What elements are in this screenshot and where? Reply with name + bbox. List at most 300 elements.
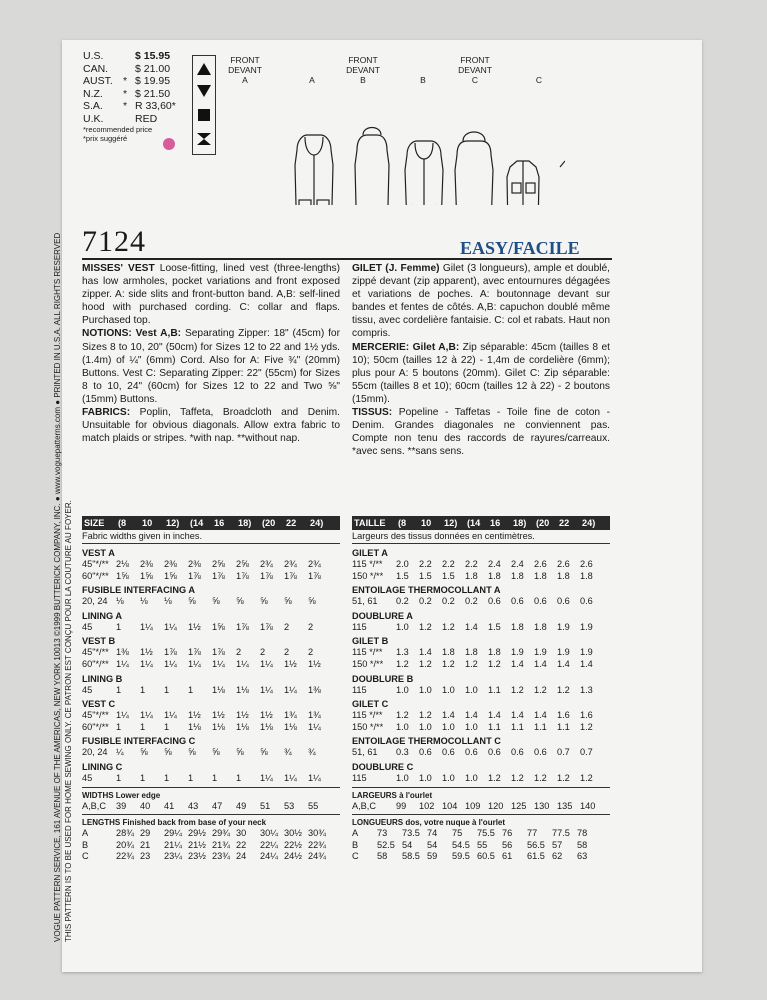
price-country: N.Z.	[83, 87, 103, 100]
table-cell: 1.1	[488, 721, 501, 732]
table-cell: 0.6	[511, 747, 524, 758]
table-cell: 21¾	[212, 839, 230, 850]
table-cell: 1¾	[284, 710, 297, 721]
table-cell: 58	[577, 839, 588, 850]
fabrics-title-fr: TISSUS:	[352, 407, 393, 419]
table-cell: 2	[284, 647, 290, 658]
section-title: FUSIBLE INTERFACING A	[82, 585, 195, 596]
table-cell: 22½	[284, 839, 302, 850]
table-row	[82, 659, 340, 671]
table-cell: 1.0	[465, 684, 478, 695]
view-label-c-front: FRONT DEVANT C	[458, 55, 492, 85]
triangle-down-icon	[196, 84, 212, 98]
table-row	[352, 559, 610, 571]
table-cell: 1.4	[465, 621, 478, 632]
table-cell: 2⅜	[188, 559, 201, 569]
price-mark: *	[123, 100, 128, 112]
notions-body-fr: Zip séparable: 45cm (tailles 8 et 10); 50cm (tailles 12 à 22) - 1,4m de cordelière (6mm); plus pour A: 5 boutons (20mm). Gilet C: Zip séparable: 55cm (tailles 8 et 10); 60cm (tailles 12 à 22) - 2 boutons (15mm).	[352, 341, 610, 405]
table-cell: 1½	[140, 647, 153, 658]
table-cell: 115	[352, 621, 367, 632]
table-cell: 0.6	[557, 596, 570, 607]
table-cell: 2.6	[580, 559, 593, 569]
table-cell: ¾	[308, 747, 316, 758]
table-cell: 1.2	[419, 658, 432, 669]
table-cell: 1⅛	[236, 684, 249, 695]
table-cell: ⅝	[236, 747, 244, 758]
table-cell: ⅝	[284, 596, 292, 607]
table-cell: B	[82, 839, 89, 850]
table-cell: 2.2	[465, 559, 478, 569]
size-header-cell: 12)	[166, 518, 180, 528]
notions-title: NOTIONS: Vest A,B:	[82, 328, 182, 340]
table-cell: 51, 61	[352, 747, 378, 758]
table-cell: 1¼	[116, 658, 129, 669]
section-title: DOUBLURE A	[352, 610, 413, 621]
table-cell: 1.6	[580, 710, 593, 721]
table-row	[82, 773, 340, 785]
table-cell: A	[82, 828, 89, 839]
table-cell: 1.9	[580, 621, 593, 632]
table-cell: 1.2	[396, 710, 409, 721]
table-cell: 2	[308, 647, 314, 658]
table-cell: 21½	[188, 839, 206, 850]
vest-c-front-drawing	[507, 161, 539, 205]
vest-drawings	[225, 55, 565, 205]
table-row	[352, 596, 610, 608]
table-cell: 1½	[212, 710, 225, 721]
table-cell: 150 */**	[352, 721, 384, 732]
description-title-fr: GILET (J. Femme)	[352, 263, 440, 274]
table-cell: 1.2	[396, 658, 409, 669]
table-row	[82, 559, 340, 571]
table-cell: 0.6	[511, 596, 524, 607]
vest-b-back-drawing	[455, 132, 493, 205]
notions-title-fr: MERCERIE: Gilet A,B:	[352, 341, 460, 353]
table-cell: ⅛	[116, 596, 124, 607]
table-cell: 1¼	[284, 772, 297, 783]
french-description	[352, 262, 610, 458]
table-row	[82, 622, 340, 634]
table-cell: 1¼	[260, 658, 273, 669]
table-cell: 2⅜	[164, 559, 177, 569]
table-row	[352, 622, 610, 634]
table-cell: 1.6	[557, 710, 570, 721]
table-cell: 22	[236, 839, 247, 850]
view-label-a-back: A	[309, 75, 315, 85]
section-title: GILET B	[352, 636, 389, 647]
section-title: LINING A	[82, 610, 122, 621]
table-cell: 1.8	[465, 647, 478, 658]
table-cell: 1.1	[534, 721, 547, 732]
table-cell: 1.2	[580, 772, 593, 783]
table-cell: 2.4	[511, 559, 524, 569]
table-cell: 1¼	[260, 684, 273, 695]
table-cell: 1.9	[534, 647, 547, 658]
table-cell: 1	[164, 684, 170, 695]
side-line-1: VOGUE PATTERN SERVICE, 161 AVENUE OF THE AMERICAS, NEW YORK 10013 ©1999 BUTTERICK COMPANY, INC. ● www.voguepatterns.com ● PRINTED IN U.S.A. ALL RIGHTS RESERVED	[53, 232, 62, 942]
table-cell: 56.5	[527, 839, 545, 850]
table-cell: 0.6	[419, 747, 432, 758]
difficulty-label: EASY/FACILE	[460, 238, 580, 258]
table-cell: 1¼	[164, 621, 177, 632]
table-cell: 2	[284, 621, 290, 632]
table-cell: 1¼	[116, 710, 129, 721]
vest-c-back-drawing	[560, 161, 565, 167]
table-cell: 1⅝	[212, 621, 225, 632]
section-title: VEST C	[82, 699, 116, 710]
table-cell: 57	[552, 839, 563, 850]
table-cell: 61	[502, 851, 513, 862]
table-cell: 59.5	[452, 851, 470, 862]
fabric-width-note: Largeurs des tissus données en centimètres.	[352, 530, 610, 544]
table-cell: 140	[580, 800, 596, 811]
table-cell: 1⅛	[212, 721, 225, 732]
table-cell: 30¾	[308, 828, 326, 839]
table-cell: 1⅞	[236, 570, 249, 581]
table-cell: ⅝	[212, 596, 220, 607]
price-note: *recommended price	[83, 125, 153, 134]
table-cell: 30	[236, 828, 247, 839]
size-header-cell: 24)	[310, 518, 324, 528]
table-cell: 1	[188, 772, 194, 783]
table-cell: 99	[396, 800, 407, 811]
table-cell: 1.9	[580, 647, 593, 658]
table-cell: 0.7	[580, 747, 593, 758]
table-cell: ⅝	[260, 596, 268, 607]
table-cell: 1¼	[284, 684, 297, 695]
size-header-cell: 10	[142, 518, 153, 528]
table-cell: 0.6	[534, 747, 547, 758]
fabrics-body-fr: Popeline - Taffetas - Toile fine de coton - Denim. Grandes diagonales ne conviennent pas. Compte non tenu des raccords de rayures/carreaux. *avec sens. **sans sens.	[352, 407, 610, 458]
table-cell: 1⅞	[188, 570, 201, 581]
table-cell: 1.2	[488, 658, 501, 669]
table-cell: 2⅝	[212, 559, 225, 569]
table-cell: ⅛	[140, 596, 148, 607]
table-cell: 0.2	[442, 596, 455, 607]
lengths-title: LENGTHS Finished back from base of your neck	[82, 818, 267, 828]
table-cell: 23	[140, 851, 151, 862]
price-value: $ 19.95	[135, 75, 171, 87]
section-title: VEST A	[82, 548, 115, 558]
lengths-row	[82, 828, 340, 840]
table-row	[82, 647, 340, 659]
lengths-row	[82, 851, 340, 863]
yardage-table-english	[82, 516, 340, 863]
widths-title: WIDTHS Lower edge	[82, 790, 161, 800]
table-cell: 2.0	[396, 559, 409, 569]
table-cell: 1⅞	[260, 621, 273, 632]
table-cell: 1.0	[442, 684, 455, 695]
table-cell: 23½	[188, 851, 206, 862]
price-value: RED	[135, 112, 158, 125]
table-cell: 115	[352, 684, 367, 695]
table-cell: 0.6	[465, 747, 478, 758]
table-row	[82, 747, 340, 759]
table-cell: 1.2	[442, 658, 455, 669]
price-mark	[123, 63, 135, 76]
price-mark: *	[123, 75, 128, 87]
table-cell: 1¼	[308, 721, 321, 732]
table-cell: 1.1	[488, 684, 501, 695]
size-header-cell: 22	[559, 518, 570, 528]
table-cell: 1.0	[465, 721, 478, 732]
table-cell: 1.1	[511, 721, 524, 732]
table-cell: 1¾	[308, 710, 321, 721]
table-cell: 30½	[284, 828, 302, 839]
table-cell: 22¾	[116, 851, 134, 862]
widths-row	[82, 801, 340, 813]
table-cell: 24¾	[308, 851, 326, 862]
table-cell: 1.8	[465, 570, 478, 581]
table-cell: 104	[442, 800, 458, 811]
table-cell: C	[352, 851, 359, 862]
table-cell: 1¼	[260, 772, 273, 783]
table-cell: 39	[116, 800, 127, 811]
table-cell: 2⅛	[116, 559, 129, 569]
table-cell: 1.4	[511, 658, 524, 669]
table-cell: 74	[427, 828, 438, 839]
price-value: R 33,60*	[135, 100, 176, 112]
hourglass-icon	[196, 132, 212, 146]
table-row	[352, 685, 610, 697]
price-row	[83, 50, 205, 63]
table-cell: C	[82, 851, 89, 862]
table-cell: 0.6	[580, 596, 593, 607]
price-value: $ 15.95	[135, 50, 171, 62]
view-label-a-front: FRONT DEVANT A	[228, 55, 262, 85]
table-cell: 1.4	[580, 658, 593, 669]
table-cell: ¾	[284, 747, 292, 758]
table-cell: 1⅞	[236, 621, 249, 632]
table-cell: 24½	[284, 851, 302, 862]
table-cell: 51, 61	[352, 596, 378, 607]
table-cell: 1.5	[419, 570, 432, 581]
table-row	[352, 647, 610, 659]
table-row	[352, 710, 610, 722]
table-cell: ⅝	[140, 747, 148, 758]
lengths-row	[352, 840, 610, 852]
description-body: Loose-fitting, lined vest (three-lengths) has low armholes, pocket variations and front exposed zipper. A: side slits and front-button band. A,B: self-lined hood with purchased cording. C: collar and flaps. Purchased top.	[82, 263, 341, 327]
table-cell: 0.2	[419, 596, 432, 607]
table-cell: 29¾	[212, 828, 230, 839]
table-cell: 1⅞	[284, 570, 297, 581]
lengths-title: LONGUEURS dos, votre nuque à l'ourlet	[352, 818, 506, 828]
price-country: U.S.	[83, 50, 104, 62]
table-cell: ⅝	[188, 596, 196, 607]
table-row	[352, 773, 610, 785]
table-cell: 58.5	[402, 851, 420, 862]
price-country: CAN.	[83, 62, 109, 75]
table-cell: 1.3	[396, 647, 409, 658]
table-row	[82, 596, 340, 608]
table-cell: 1.8	[488, 647, 501, 658]
table-cell: 73	[377, 828, 388, 839]
table-cell: 54.5	[452, 839, 470, 850]
table-cell: 62	[552, 851, 563, 862]
table-cell: 2.6	[534, 559, 547, 569]
table-cell: 1.0	[396, 684, 409, 695]
price-row	[83, 63, 205, 76]
table-cell: ⅝	[188, 747, 196, 758]
lengths-row	[352, 851, 610, 863]
table-cell: A,B,C	[82, 800, 106, 811]
table-cell: 1½	[260, 710, 273, 721]
table-cell: 75.5	[477, 828, 495, 839]
table-cell: 54	[427, 839, 438, 850]
table-cell: 49	[236, 800, 247, 811]
table-cell: 51	[260, 800, 271, 811]
table-cell: 1⅞	[164, 647, 177, 658]
section-title: DOUBLURE B	[352, 673, 414, 684]
view-label-b-front: FRONT DEVANT B	[346, 55, 380, 85]
table-cell: 1.0	[419, 772, 432, 783]
vest-b-front-drawing	[405, 141, 443, 205]
table-cell: 1¼	[188, 658, 201, 669]
size-header-cell: 12)	[444, 518, 458, 528]
table-cell: ⅛	[164, 596, 172, 607]
symbol-box	[192, 55, 216, 155]
lengths-row	[352, 828, 610, 840]
table-cell: 1.2	[511, 772, 524, 783]
table-cell: 1⅛	[260, 721, 273, 732]
table-cell: 1⅞	[188, 647, 201, 658]
section-title: GILET A	[352, 548, 388, 558]
table-cell: 115	[352, 772, 367, 783]
price-row	[83, 100, 205, 113]
table-cell: 53	[284, 800, 295, 811]
table-cell: 1.0	[419, 721, 432, 732]
table-cell: 1¼	[164, 658, 177, 669]
table-cell: 1.2	[488, 772, 501, 783]
price-country: U.K.	[83, 112, 104, 125]
view-label-c-back: C	[535, 75, 543, 85]
table-cell: 1½	[284, 658, 297, 669]
table-row	[82, 571, 340, 583]
table-cell: 1½	[188, 710, 201, 721]
table-row	[352, 659, 610, 671]
price-mark: *	[123, 87, 128, 100]
price-row	[83, 88, 205, 101]
table-cell: 1¼	[236, 658, 249, 669]
table-cell: 76	[502, 828, 513, 839]
table-cell: 1.4	[511, 710, 524, 721]
section-title: FUSIBLE INTERFACING C	[82, 736, 196, 747]
table-cell: 1¼	[212, 658, 225, 669]
table-cell: 1	[140, 772, 146, 783]
table-cell: 1	[188, 684, 194, 695]
table-cell: 1.2	[557, 772, 570, 783]
size-header-cell: (8	[398, 518, 407, 528]
table-cell: 1.8	[511, 570, 524, 581]
table-cell: 115 */**	[352, 647, 383, 658]
table-row	[82, 685, 340, 697]
size-header-cell: TAILLE	[354, 518, 386, 528]
table-cell: A,B,C	[352, 800, 376, 811]
table-cell: 60.5	[477, 851, 495, 862]
table-divider	[82, 787, 340, 788]
table-cell: 29	[140, 828, 151, 839]
table-cell: 24	[236, 851, 247, 862]
table-cell: 1¼	[308, 772, 321, 783]
table-cell: 1	[116, 721, 122, 732]
table-cell: 45	[82, 684, 93, 695]
table-cell: 29½	[188, 828, 206, 839]
table-cell: 1.1	[557, 721, 570, 732]
table-cell: 56	[502, 839, 513, 850]
table-cell: 1.2	[511, 684, 524, 695]
table-cell: ⅝	[260, 747, 268, 758]
table-cell: 150 */**	[352, 658, 384, 669]
table-cell: 150 */**	[352, 570, 384, 581]
price-mark	[123, 113, 135, 126]
table-cell: 2.2	[419, 559, 432, 569]
table-cell: 2¾	[308, 559, 321, 569]
table-cell: 1	[164, 721, 170, 732]
table-cell: 1⅛	[236, 721, 249, 732]
table-cell: 22¾	[308, 839, 326, 850]
table-cell: 1¼	[140, 658, 153, 669]
yardage-table-french	[352, 516, 610, 863]
widths-title: LARGEURS à l'ourlet	[352, 790, 433, 800]
table-cell: 1.4	[442, 710, 455, 721]
size-header-cell: 18)	[238, 518, 252, 528]
widths-row	[352, 801, 610, 813]
table-cell: 125	[511, 800, 527, 811]
table-cell: 1.4	[557, 658, 570, 669]
price-list	[83, 50, 205, 143]
size-header-cell: (20	[262, 518, 276, 528]
table-cell: 2.6	[557, 559, 570, 569]
table-cell: 23¾	[212, 851, 230, 862]
table-cell: 1.0	[465, 772, 478, 783]
table-cell: 1.2	[580, 721, 593, 732]
table-cell: 0.6	[488, 596, 501, 607]
table-cell: 1¼	[140, 710, 153, 721]
section-title: LINING B	[82, 673, 123, 684]
table-cell: 77	[527, 828, 538, 839]
table-cell: 1⅝	[164, 570, 177, 581]
table-row	[82, 710, 340, 722]
table-cell: ¼	[116, 747, 124, 758]
table-cell: 1⅞	[308, 570, 321, 581]
table-cell: 2¾	[260, 559, 273, 569]
section-title: GILET C	[352, 699, 389, 710]
size-header-row	[352, 516, 610, 530]
table-cell: 28¾	[116, 828, 134, 839]
table-cell: 2.2	[442, 559, 455, 569]
table-cell: 73.5	[402, 828, 420, 839]
table-cell: 1.5	[488, 621, 501, 632]
table-cell: ⅝	[308, 596, 316, 607]
pink-sticker-dot	[163, 138, 175, 150]
table-cell: 1.0	[442, 772, 455, 783]
size-header-cell: (14	[190, 518, 204, 528]
table-cell: 1⅛	[212, 684, 225, 695]
table-cell: 102	[419, 800, 435, 811]
table-cell: B	[352, 839, 359, 850]
view-label-b-back: B	[420, 75, 426, 85]
table-cell: 1.4	[488, 710, 501, 721]
table-cell: 1.4	[465, 710, 478, 721]
table-cell: 1	[140, 684, 146, 695]
table-cell: 59	[427, 851, 438, 862]
fabrics-title: FABRICS:	[82, 407, 131, 419]
table-cell: 1	[116, 621, 122, 632]
garment-views	[225, 55, 565, 205]
table-cell: 2.4	[488, 559, 501, 569]
table-cell: 115 */**	[352, 559, 383, 569]
table-cell: 1¼	[140, 621, 153, 632]
